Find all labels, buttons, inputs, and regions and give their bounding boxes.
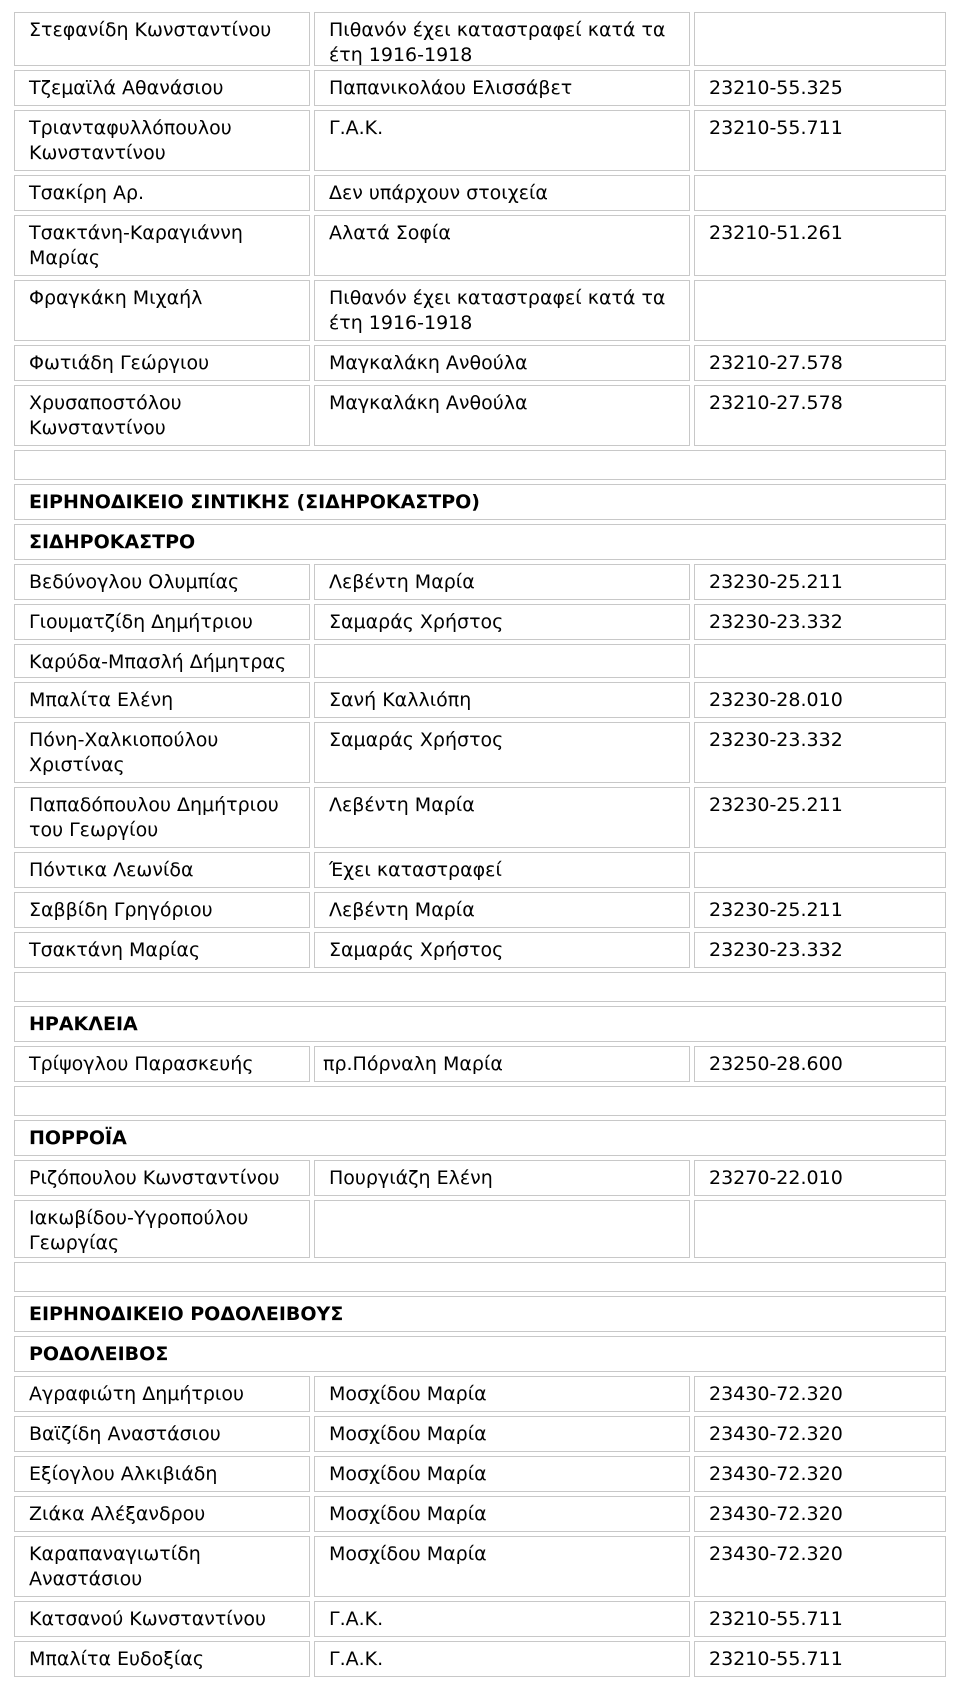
court-heading: ΕΙΡΗΝΟΔΙΚΕΙΟ ΡΟΔΟΛΕΙΒΟΥΣ <box>14 1296 946 1332</box>
name-cell: Ιακωβίδου-Υγροπούλου Γεωργίας <box>14 1200 310 1258</box>
table-row <box>14 1496 946 1532</box>
blank-row <box>14 1262 946 1292</box>
table-row <box>14 564 946 600</box>
officer-cell: Μοσχίδου Μαρία <box>314 1416 690 1452</box>
name-cell: Στεφανίδη Κωνσταντίνου <box>14 12 310 66</box>
officer-cell: Μαγκαλάκη Ανθούλα <box>314 385 690 446</box>
phone-cell: 23430-72.320 <box>694 1456 946 1492</box>
phone-cell: 23230-25.211 <box>694 892 946 928</box>
name-cell: Παπαδόπουλου Δημήτριου του Γεωργίου <box>14 787 310 848</box>
officer-cell: Σαμαράς Χρήστος <box>314 604 690 640</box>
officer-cell: Γ.Α.Κ. <box>314 1601 690 1637</box>
officer-cell: Σαμαράς Χρήστος <box>314 932 690 968</box>
phone-cell <box>694 1200 946 1258</box>
phone-cell: 23210-55.325 <box>694 70 946 106</box>
phone-cell: 23210-55.711 <box>694 110 946 171</box>
blank-row <box>14 972 946 1002</box>
phone-cell: 23270-22.010 <box>694 1160 946 1196</box>
name-cell: Ριζόπουλου Κωνσταντίνου <box>14 1160 310 1196</box>
section-heading-row <box>14 1296 946 1332</box>
officer-cell <box>314 1200 690 1258</box>
phone-cell: 23230-25.211 <box>694 564 946 600</box>
name-cell: Καρύδα-Μπασλή Δήμητρας <box>14 644 310 678</box>
name-cell: Τζεμαϊλά Αθανάσιου <box>14 70 310 106</box>
name-cell: Τσακτάνη-Καραγιάννη Μαρίας <box>14 215 310 276</box>
name-cell: Τρίψογλου Παρασκευής <box>14 1046 310 1082</box>
phone-cell: 23230-23.332 <box>694 604 946 640</box>
phone-cell: 23210-27.578 <box>694 385 946 446</box>
officer-cell: Πιθανόν έχει καταστραφεί κατά τα έτη 1916-1918 <box>314 280 690 341</box>
place-heading: ΡΟΔΟΛΕΙΒΟΣ <box>14 1336 946 1372</box>
name-cell: Πόντικα Λεωνίδα <box>14 852 310 888</box>
officer-cell: Λεβέντη Μαρία <box>314 564 690 600</box>
table-row <box>14 1536 946 1597</box>
name-cell: Κατσανού Κωνσταντίνου <box>14 1601 310 1637</box>
table-row <box>14 1641 946 1677</box>
blank-cell <box>14 1086 946 1116</box>
name-cell: Εξίογλου Αλκιβιάδη <box>14 1456 310 1492</box>
table-row <box>14 787 946 848</box>
registry-table <box>14 12 946 1681</box>
name-cell: Τσακτάνη Μαρίας <box>14 932 310 968</box>
officer-cell: Έχει καταστραφεί <box>314 852 690 888</box>
section-heading-row <box>14 524 946 560</box>
table-row <box>14 604 946 640</box>
officer-cell: Μοσχίδου Μαρία <box>314 1376 690 1412</box>
blank-cell <box>14 972 946 1002</box>
section-heading-row <box>14 484 946 520</box>
table-row <box>14 1456 946 1492</box>
table-row <box>14 1200 946 1258</box>
table-row <box>14 682 946 718</box>
blank-row <box>14 1086 946 1116</box>
officer-cell: Αλατά Σοφία <box>314 215 690 276</box>
phone-cell: 23210-51.261 <box>694 215 946 276</box>
table-row <box>14 644 946 678</box>
table-row <box>14 892 946 928</box>
phone-cell: 23430-72.320 <box>694 1376 946 1412</box>
name-cell: Πόνη-Χαλκιοπούλου Χριστίνας <box>14 722 310 783</box>
table-row <box>14 70 946 106</box>
table-row <box>14 215 946 276</box>
officer-cell: Σαμαράς Χρήστος <box>314 722 690 783</box>
name-cell: Αγραφιώτη Δημήτριου <box>14 1376 310 1412</box>
name-cell: Τσακίρη Αρ. <box>14 175 310 211</box>
name-cell: Γιουματζίδη Δημήτριου <box>14 604 310 640</box>
place-heading: ΗΡΑΚΛΕΙΑ <box>14 1006 946 1042</box>
name-cell: Μπαλίτα Ευδοξίας <box>14 1641 310 1677</box>
table-row <box>14 1376 946 1412</box>
phone-cell: 23230-25.211 <box>694 787 946 848</box>
phone-cell: 23230-28.010 <box>694 682 946 718</box>
officer-cell: Μοσχίδου Μαρία <box>314 1456 690 1492</box>
phone-cell: 23230-23.332 <box>694 932 946 968</box>
table-row <box>14 110 946 171</box>
officer-cell: πρ.Πόρναλη Μαρία <box>314 1046 690 1082</box>
name-cell: Βαϊζίδη Αναστάσιου <box>14 1416 310 1452</box>
name-cell: Φωτιάδη Γεώργιου <box>14 345 310 381</box>
officer-cell: Σανή Καλλιόπη <box>314 682 690 718</box>
name-cell: Μπαλίτα Ελένη <box>14 682 310 718</box>
officer-cell: Λεβέντη Μαρία <box>314 892 690 928</box>
blank-cell <box>14 450 946 480</box>
name-cell: Βεδύνογλου Ολυμπίας <box>14 564 310 600</box>
officer-cell: Λεβέντη Μαρία <box>314 787 690 848</box>
table-row <box>14 345 946 381</box>
phone-cell: 23210-27.578 <box>694 345 946 381</box>
section-heading-row <box>14 1006 946 1042</box>
table-row <box>14 1160 946 1196</box>
name-cell: Καραπαναγιωτίδη Αναστάσιου <box>14 1536 310 1597</box>
officer-cell: Δεν υπάρχουν στοιχεία <box>314 175 690 211</box>
name-cell: Σαββίδη Γρηγόριου <box>14 892 310 928</box>
phone-cell <box>694 280 946 341</box>
phone-cell: 23210-55.711 <box>694 1641 946 1677</box>
officer-cell: Γ.Α.Κ. <box>314 110 690 171</box>
name-cell: Χρυσαποστόλου Κωνσταντίνου <box>14 385 310 446</box>
blank-cell <box>14 1262 946 1292</box>
phone-cell: 23210-55.711 <box>694 1601 946 1637</box>
table-row <box>14 1416 946 1452</box>
phone-cell <box>694 644 946 678</box>
table-row <box>14 1046 946 1082</box>
table-row <box>14 1601 946 1637</box>
section-heading-row <box>14 1120 946 1156</box>
place-heading: ΠΟΡΡΟΪΑ <box>14 1120 946 1156</box>
section-heading-row <box>14 1336 946 1372</box>
phone-cell: 23230-23.332 <box>694 722 946 783</box>
table-row <box>14 280 946 341</box>
phone-cell <box>694 12 946 66</box>
officer-cell: Πιθανόν έχει καταστραφεί κατά τα έτη 1916-1918 <box>314 12 690 66</box>
court-heading: ΕΙΡΗΝΟΔΙΚΕΙΟ ΣΙΝΤΙΚΗΣ (ΣΙΔΗΡΟΚΑΣΤΡΟ) <box>14 484 946 520</box>
officer-cell: Μαγκαλάκη Ανθούλα <box>314 345 690 381</box>
phone-cell: 23430-72.320 <box>694 1496 946 1532</box>
name-cell: Ζιάκα Αλέξανδρου <box>14 1496 310 1532</box>
place-heading: ΣΙΔΗΡΟΚΑΣΤΡΟ <box>14 524 946 560</box>
name-cell: Τριανταφυλλόπουλου Κωνσταντίνου <box>14 110 310 171</box>
table-row <box>14 932 946 968</box>
name-cell: Φραγκάκη Μιχαήλ <box>14 280 310 341</box>
phone-cell <box>694 175 946 211</box>
officer-cell: Μοσχίδου Μαρία <box>314 1496 690 1532</box>
phone-cell <box>694 852 946 888</box>
phone-cell: 23250-28.600 <box>694 1046 946 1082</box>
phone-cell: 23430-72.320 <box>694 1416 946 1452</box>
phone-cell: 23430-72.320 <box>694 1536 946 1597</box>
table-row <box>14 12 946 66</box>
blank-row <box>14 450 946 480</box>
table-row <box>14 175 946 211</box>
table-row <box>14 852 946 888</box>
officer-cell: Γ.Α.Κ. <box>314 1641 690 1677</box>
officer-cell: Πουργιάζη Ελένη <box>314 1160 690 1196</box>
officer-cell: Παπανικολάου Ελισσάβετ <box>314 70 690 106</box>
officer-cell: Μοσχίδου Μαρία <box>314 1536 690 1597</box>
officer-cell <box>314 644 690 678</box>
table-row <box>14 722 946 783</box>
table-row <box>14 385 946 446</box>
